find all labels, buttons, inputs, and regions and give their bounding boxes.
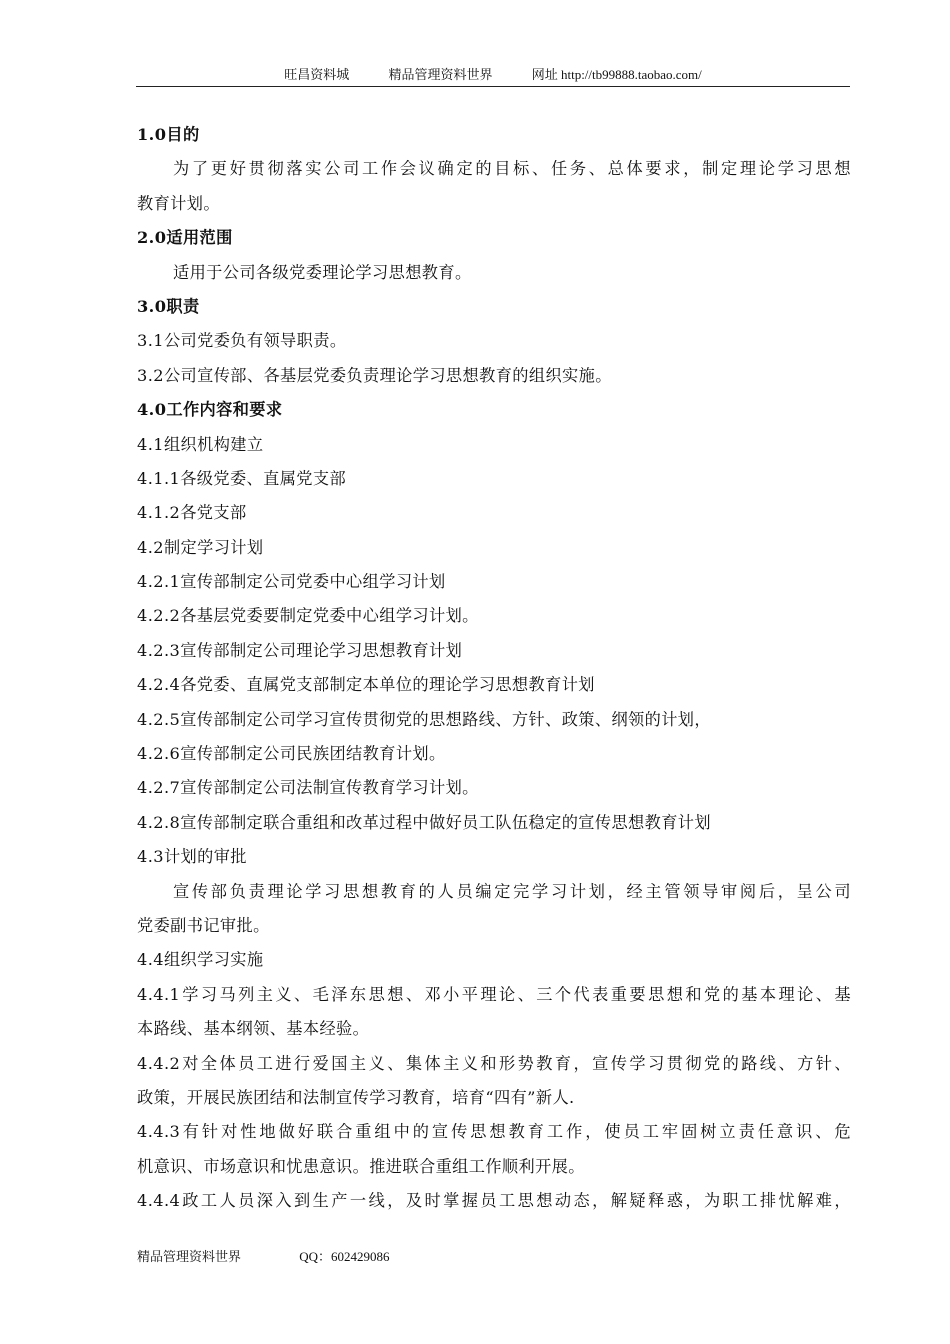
header-site-name: 旺昌资料城 <box>284 67 350 82</box>
text-line: 4.4.1学习马列主义、毛泽东思想、邓小平理论、三个代表重要思想和党的基本理论、基 <box>137 984 851 1004</box>
text-line: 4.2.7宣传部制定公司法制宣传教育学习计划。 <box>137 778 479 798</box>
section-heading: 2.0适用范围 <box>137 228 233 248</box>
text-line: 4.2.5宣传部制定公司学习宣传贯彻党的思想路线、方针、政策、纲领的计划， <box>137 709 711 729</box>
text-line: 4.4.2对全体员工进行爱国主义、集体主义和形势教育，宣传学习贯彻党的路线、方针、 <box>137 1053 851 1073</box>
text-line: 4.2.8宣传部制定联合重组和改革过程中做好员工队伍稳定的宣传思想教育计划 <box>137 812 711 832</box>
text-line: 4.3计划的审批 <box>137 847 247 867</box>
text-line: 4.2.1宣传部制定公司党委中心组学习计划 <box>137 572 446 592</box>
text-line: 4.4.4政工人员深入到生产一线，及时掌握员工思想动态，解疑释惑，为职工排忧解难， <box>137 1191 851 1211</box>
header-url: 网址 http://tb99888.taobao.com/ <box>531 67 702 82</box>
text-line: 4.1组织机构建立 <box>137 434 264 454</box>
document-body <box>137 118 851 1219</box>
section-heading: 3.0职责 <box>137 296 200 316</box>
text-line: 宣传部负责理论学习思想教育的人员编定完学习计划，经主管领导审阅后，呈公司 <box>173 881 851 901</box>
text-line: 本路线、基本纲领、基本经验。 <box>137 1019 370 1039</box>
section-heading: 1.0目的 <box>137 125 200 144</box>
text-line: 4.4组织学习实施 <box>137 950 264 970</box>
text-line: 党委副书记审批。 <box>137 915 270 935</box>
text-line: 为了更好贯彻落实公司工作会议确定的目标、任务、总体要求，制定理论学习思想 <box>173 159 851 179</box>
section-heading: 4.0工作内容和要求 <box>137 400 283 420</box>
text-line: 4.2制定学习计划 <box>137 537 264 557</box>
footer-title: 精品管理资料世界 <box>137 1249 242 1264</box>
text-line: 4.2.6宣传部制定公司民族团结教育计划。 <box>137 744 446 764</box>
text-line: 4.4.3有针对性地做好联合重组中的宣传思想教育工作，使员工牢固树立责任意识、危 <box>137 1122 851 1142</box>
text-line: 4.2.3宣传部制定公司理论学习思想教育计划 <box>137 640 463 660</box>
footer-qq: QQ：602429086 <box>299 1249 390 1264</box>
text-line: 适用于公司各级党委理论学习思想教育。 <box>173 262 472 282</box>
header-title: 精品管理资料世界 <box>388 67 493 82</box>
text-line: 3.1公司党委负有领导职责。 <box>137 331 347 351</box>
text-line: 3.2公司宣传部、各基层党委负责理论学习思想教育的组织实施。 <box>137 365 612 385</box>
text-line: 机意识、市场意识和忧患意识。推进联合重组工作顺利开展。 <box>137 1156 585 1176</box>
text-line: 4.1.2各党支部 <box>137 503 247 523</box>
text-line: 4.2.4各党委、直属党支部制定本单位的理论学习思想教育计划 <box>137 675 595 695</box>
text-line: 4.1.1各级党委、直属党支部 <box>137 468 347 488</box>
page-footer <box>137 1246 445 1265</box>
page-header <box>136 64 850 87</box>
text-line: 教育计划。 <box>137 193 220 213</box>
text-line: 政策，开展民族团结和法制宣传学习教育，培育“四有”新人. <box>137 1087 575 1107</box>
text-line: 4.2.2各基层党委要制定党委中心组学习计划。 <box>137 606 479 626</box>
